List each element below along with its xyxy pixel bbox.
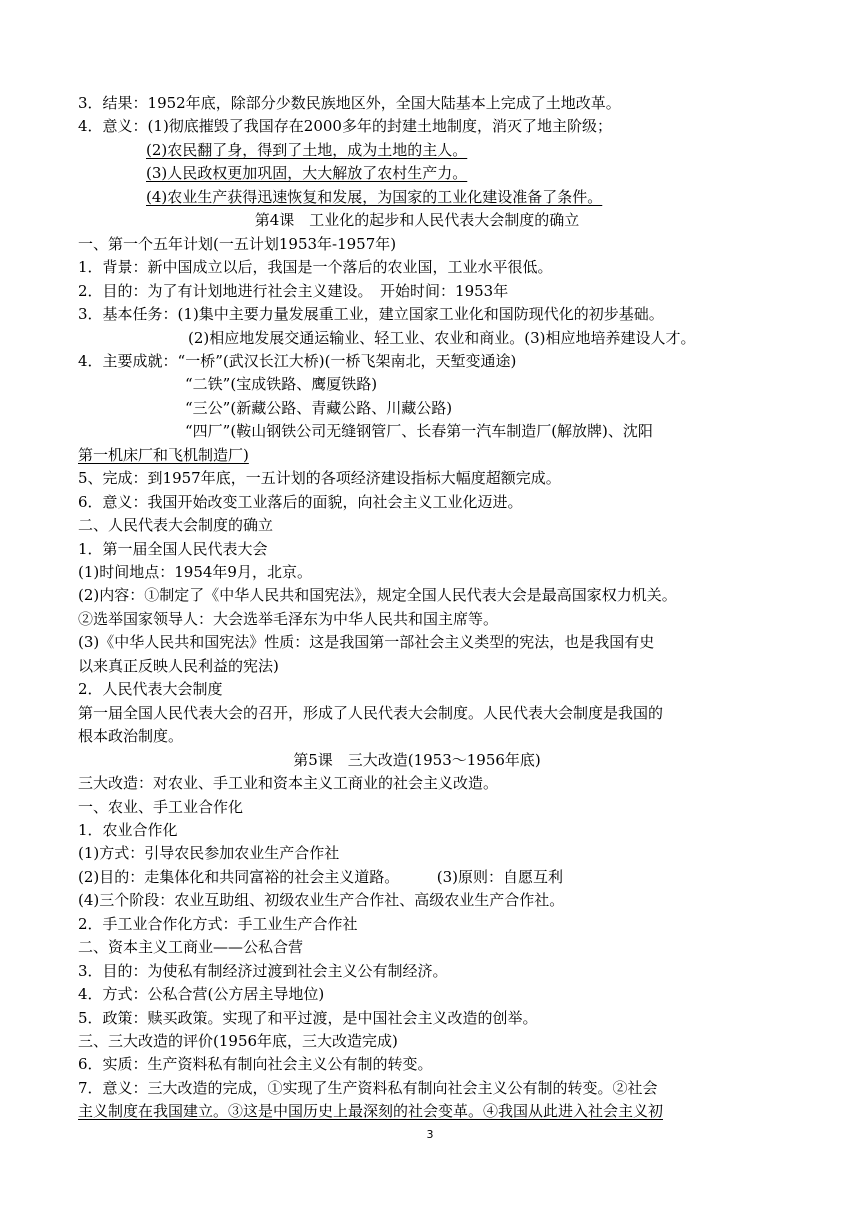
- text-line: 第5课 三大改造(1953～1956年底): [293, 750, 541, 769]
- text-line: 2．目的：为了有计划地进行社会主义建设。 开始时间：1953年: [78, 281, 509, 300]
- page-number: 3: [426, 1128, 434, 1141]
- text-line: “四厂”(鞍山钢铁公司无缝钢管厂、长春第一汽车制造厂(解放牌)、沈阳: [185, 422, 653, 441]
- text-line: 1．第一届全国人民代表大会: [78, 539, 268, 558]
- text-line: 二、资本主义工商业——公私合营: [78, 938, 304, 957]
- text-line: 三大改造：对农业、手工业和资本主义工商业的社会主义改造。: [78, 774, 499, 793]
- text-line: ②选举国家领导人：大会选举毛泽东为中华人民共和国主席等。: [78, 609, 499, 628]
- text-line: 2．人民代表大会制度: [78, 680, 223, 699]
- text-line: 1．背景：新中国成立以后，我国是一个落后的农业国，工业水平很低。: [78, 258, 553, 277]
- text-line: 2．手工业合作化方式：手工业生产合作社: [78, 914, 358, 933]
- text-line: 第一机床厂和飞机制造厂): [78, 445, 249, 464]
- text-line: (2)相应地发展交通运输业、轻工业、农业和商业。(3)相应地培养建设人才。: [188, 328, 696, 347]
- text-line: 三、三大改造的评价(1956年底，三大改造完成): [78, 1032, 398, 1050]
- text-line: 4．方式：公私合营(公方居主导地位): [78, 985, 325, 1004]
- text-line: 3．目的：为使私有制经济过渡到社会主义公有制经济。: [78, 961, 448, 980]
- text-line: (2)农民翻了身，得到了土地，成为土地的主人。: [146, 140, 468, 159]
- text-line: (1)时间地点：1954年9月，北京。: [78, 563, 312, 581]
- text-line: 一、第一个五年计划(一五计划1953年-1957年): [78, 234, 397, 253]
- text-line: 以来真正反映人民利益的宪法): [78, 656, 279, 675]
- text-line: 4．意义：(1)彻底摧毁了我国存在2000多年的封建土地制度，消灭了地主阶级；: [78, 117, 612, 136]
- text-line: (1)方式：引导农民参加农业生产合作社: [78, 844, 340, 863]
- text-line: 5．政策：赎买政策。实现了和平过渡，是中国社会主义改造的创举。: [78, 1008, 538, 1027]
- text-line: 5、完成：到1957年底，一五计划的各项经济建设指标大幅度超额完成。: [78, 469, 561, 488]
- text-line: 3．结果：1952年底，除部分少数民族地区外，全国大陆基本上完成了土地改革。: [78, 94, 621, 112]
- text-line: “二铁”(宝成铁路、鹰厦铁路): [185, 375, 378, 394]
- text-line: 第4课 工业化的起步和人民代表大会制度的确立: [254, 211, 580, 230]
- text-line: 主义制度在我国建立。③这是中国历史上最深刻的社会变革。④我国从此进入社会主义初: [78, 1102, 664, 1121]
- text-line: 6．意义：我国开始改变工业落后的面貌，向社会主义工业化迈进。: [78, 492, 523, 511]
- text-line: 一、农业、手工业合作化: [78, 797, 244, 816]
- text-line: 根本政治制度。: [78, 727, 184, 746]
- text-line: (2)内容：①制定了《中华人民共和国宪法》，规定全国人民代表大会是最高国家权力机关。: [78, 586, 677, 605]
- text-line: 4．主要成就：“一桥”(武汉长江大桥)(一桥飞架南北，天堑变通途): [78, 351, 517, 370]
- text-line: 3．基本任务：(1)集中主要力量发展重工业，建立国家工业化和国防现代化的初步基础。: [78, 305, 664, 324]
- text-line: (2)目的：走集体化和共同富裕的社会主义道路。 (3)原则：自愿互利: [78, 867, 563, 886]
- text-line: 7．意义：三大改造的完成，①实现了生产资料私有制向社会主义公有制的转变。②社会: [78, 1078, 658, 1097]
- text-line: “三公”(新藏公路、青藏公路、川藏公路): [185, 398, 453, 417]
- text-line: (4)农业生产获得迅速恢复和发展，为国家的工业化建设准备了条件。: [146, 187, 603, 206]
- text-line: 6．实质：生产资料私有制向社会主义公有制的转变。: [78, 1055, 433, 1074]
- text-line: (4)三个阶段：农业互助组、初级农业生产合作社、高级农业生产合作社。: [78, 891, 565, 910]
- text-line: (3)人民政权更加巩固，大大解放了农村生产力。: [146, 164, 468, 183]
- text-line: (3)《中华人民共和国宪法》性质：这是我国第一部社会主义类型的宪法，也是我国有史: [78, 633, 655, 652]
- text-line: 第一届全国人民代表大会的召开，形成了人民代表大会制度。人民代表大会制度是我国的: [78, 703, 664, 722]
- text-line: 二、人民代表大会制度的确立: [78, 516, 274, 535]
- text-line: 1．农业合作化: [78, 820, 178, 839]
